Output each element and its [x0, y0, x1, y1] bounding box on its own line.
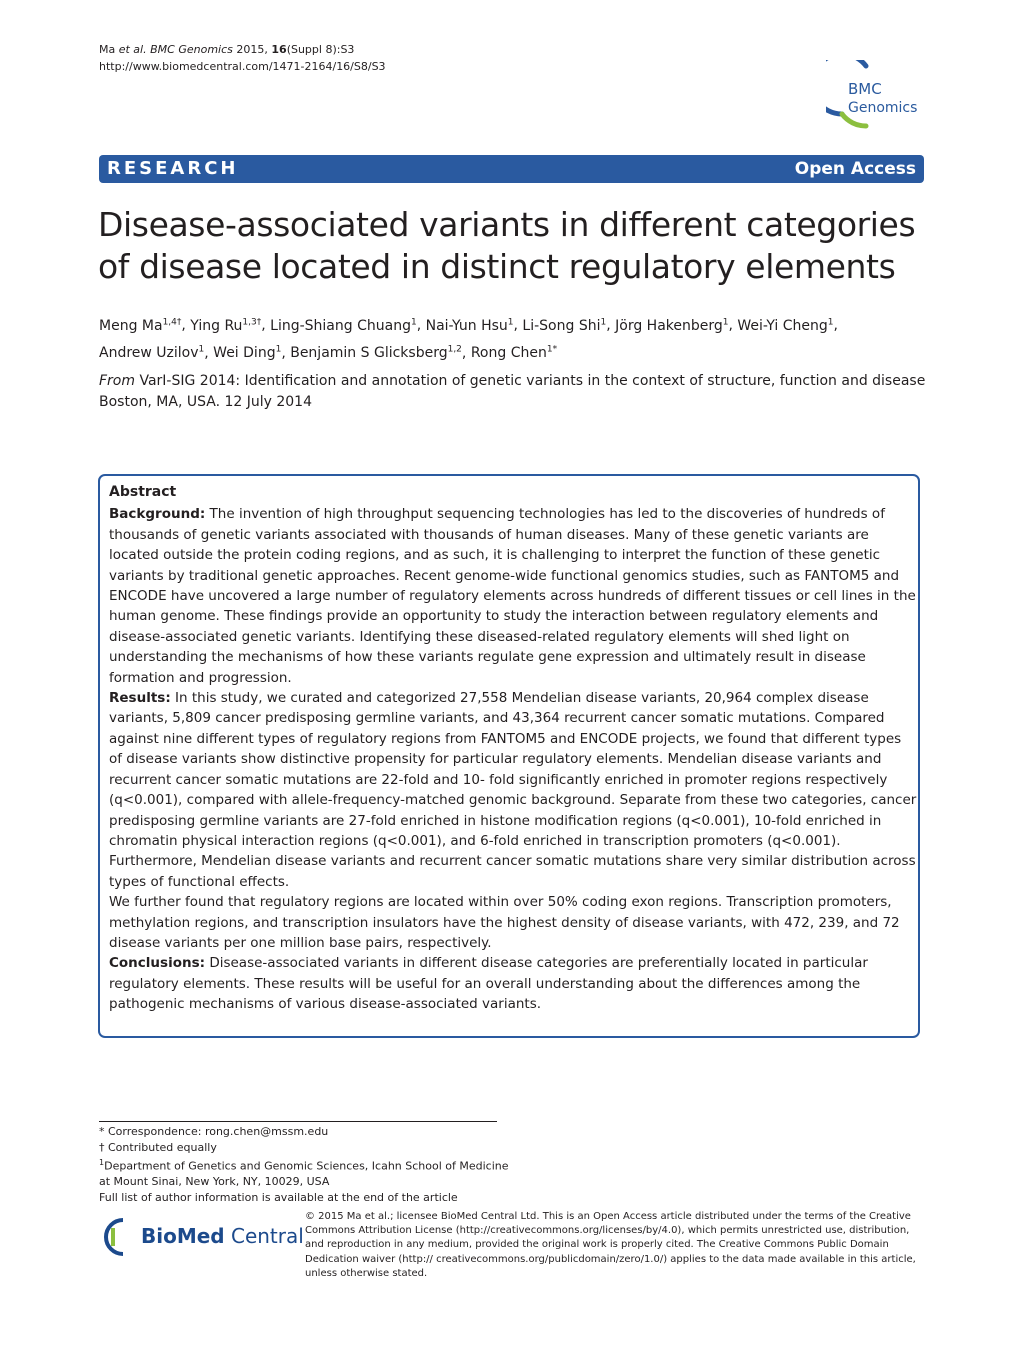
author: Jörg Hakenberg$^1$ — [615, 317, 729, 334]
affiliation-note: $^1$Department of Genetics and Genomic Sciences, Icahn School of Medicine at Mount Sinai, New York, NY, 10029, USA — [99, 1158, 509, 1189]
abstract-heading: Abstract — [109, 484, 177, 500]
citation-authors: Ma — [99, 43, 119, 56]
logo-genomics-text: Genomics — [848, 100, 918, 116]
conference-location: Boston, MA, USA. 12 July 2014 — [99, 394, 312, 410]
article-type-label: RESEARCH — [107, 158, 239, 179]
author: Ying $Ru^{1,3\dagger}$ — [190, 317, 262, 334]
citation-year: 2015, — [236, 43, 268, 56]
citation-volume: 16 — [271, 43, 287, 56]
license-text: © 2015 Ma et al.; licensee BioMed Central Ltd. This is an Open Access article distributed under the terms of the Creative Commons Attribution License (http://creativecommons.org/licenses/by/4.0), which permits unrestricted use, distribution, and reproduction in any medium, provided the original work is properly cited. The Creative Commons Public Domain Dedication waiver (http:// creativecommons.org/publicdomain/zero/1.0/) applies to the data made available in this article, unless otherwise stated. — [305, 1211, 916, 1279]
from-label: From — [99, 373, 136, 389]
citation-header — [99, 41, 386, 75]
author: Andrew Uzilov$^1$ — [99, 344, 205, 362]
author: Rong Chen$^{1*}$ — [470, 344, 558, 362]
publisher-name: BioMed Central — [141, 1224, 304, 1248]
contributed-note: † Contributed equally — [99, 1140, 217, 1154]
abstract-results-continued: We further found that regulatory regions are located within over 50% coding exon regions. Transcription promoters, methylation regions, and transcription insulators have the highest density of disease variants, with 472, 239, and 72 disease variants per one million base pairs, respectively. — [109, 894, 900, 951]
citation-line — [99, 41, 386, 58]
abstract-box — [98, 474, 920, 1038]
citation-url[interactable]: http://www.biomedcentral.com/1471-2164/16/S8/S3 — [99, 60, 386, 73]
author: Meng $Ma^{1,4\dagger}$ — [99, 317, 182, 334]
biomed-central-logo — [99, 1216, 304, 1258]
author-list: Meng $Ma^{1,4\dagger}$, Ying $Ru^{1,3\dagger}$, Ling-Shiang Chuang$^1$, Nai-Yun Hsu$^1$, Li-Song Shi$^1$, Jörg Hakenberg$^1$, Wei-Yi Cheng$^1$, Andrew Uzilov$^1$, Wei Ding$^1$, Benjamin S Glicksberg$^{1,2}$, Rong Chen$^{1*}$ — [99, 317, 838, 362]
abstract-background: Background: The invention of high throughput sequencing technologies has led to the discoveries of hundreds of thousands of genetic variants associated with thousands of human diseases. Many of these genetic variants are located outside the protein coding regions, and as such, it is challenging to interpret the function of these genetic variants by traditional genetic approaches. Recent genome-wide functional genomics studies, such as FANTOM5 and ENCODE have uncovered a large number of regulatory elements across hundreds of different tissues or cell lines in the human genome. These findings provide an opportunity to study the interaction between regulatory elements and disease-associated genetic variants. Identifying these diseased-related regulatory elements will shed light on understanding the mechanisms of how these variants regulate gene expression and ultimately result in disease formation and progression. — [109, 506, 916, 686]
citation-journal: BMC Genomics — [150, 43, 233, 56]
abstract-results: Results: In this study, we curated and categorized 27,558 Mendelian disease variants, 20,964 complex disease variants, 5,809 cancer predisposing germline variants, and 43,364 recurrent cancer somatic mutations. Compared against nine different types of regulatory regions from FANTOM5 and ENCODE projects, we found that different types of disease variants show distinctive propensity for particular regulatory elements. Mendelian disease variants and recurrent cancer somatic mutations are 22-fold and 10- fold significantly enriched in promoter regions respectively (q<0.001), compared with allele-frequency-matched genomic background. Separate from these two categories, cancer predisposing germline variants are 27-fold enriched in histone modification regions (q<0.001), 10-fold enriched in chromatin physical interaction regions (q<0.001), and 6-fold enriched in transcription promoters (q<0.001). Furthermore, Mendelian disease variants and recurrent cancer somatic mutations share very similar distribution across types of functional effects. — [109, 690, 917, 890]
author: Ling-Shiang Chuang$^1$ — [270, 317, 417, 334]
author: Wei Ding$^1$ — [213, 344, 282, 362]
conference-line — [99, 371, 929, 392]
bmc-genomics-logo — [826, 60, 930, 132]
correspondence-note[interactable]: * Correspondence: rong.chen@mssm.edu — [99, 1125, 329, 1138]
author: Li-Song Shi$^1$ — [522, 317, 607, 334]
logo-bmc-text: BMC — [848, 80, 882, 98]
author: Benjamin S Glicksberg$^{1,2}$ — [290, 344, 462, 362]
conference-info — [99, 371, 929, 413]
conference-title: VarI-SIG 2014: Identification and annotation of genetic variants in the context of structure, function and disease — [135, 373, 926, 389]
author: Nai-Yun Hsu$^1$ — [425, 317, 514, 334]
citation-etal: et al. — [118, 43, 147, 56]
footnotes — [99, 1124, 519, 1205]
full-list-note: Full list of author information is available at the end of the article — [99, 1190, 458, 1204]
author: Wei-Yi Cheng$^1$ — [737, 317, 834, 334]
abstract-conclusions: Conclusions: Disease-associated variants in different disease categories are preferentially located in particular regulatory elements. These results will be useful for an overall understanding about the differences among the pathogenic mechanisms of various disease-associated variants. — [109, 955, 868, 1013]
open-access-label: Open Access — [794, 159, 916, 179]
article-type-banner — [99, 155, 924, 183]
citation-issue: (Suppl 8):S3 — [286, 43, 355, 56]
footnote-divider — [99, 1121, 497, 1122]
article-title: Disease-associated variants in different categories of disease located in distinct regulatory elements — [98, 205, 916, 286]
biomed-central-icon — [99, 1216, 139, 1258]
